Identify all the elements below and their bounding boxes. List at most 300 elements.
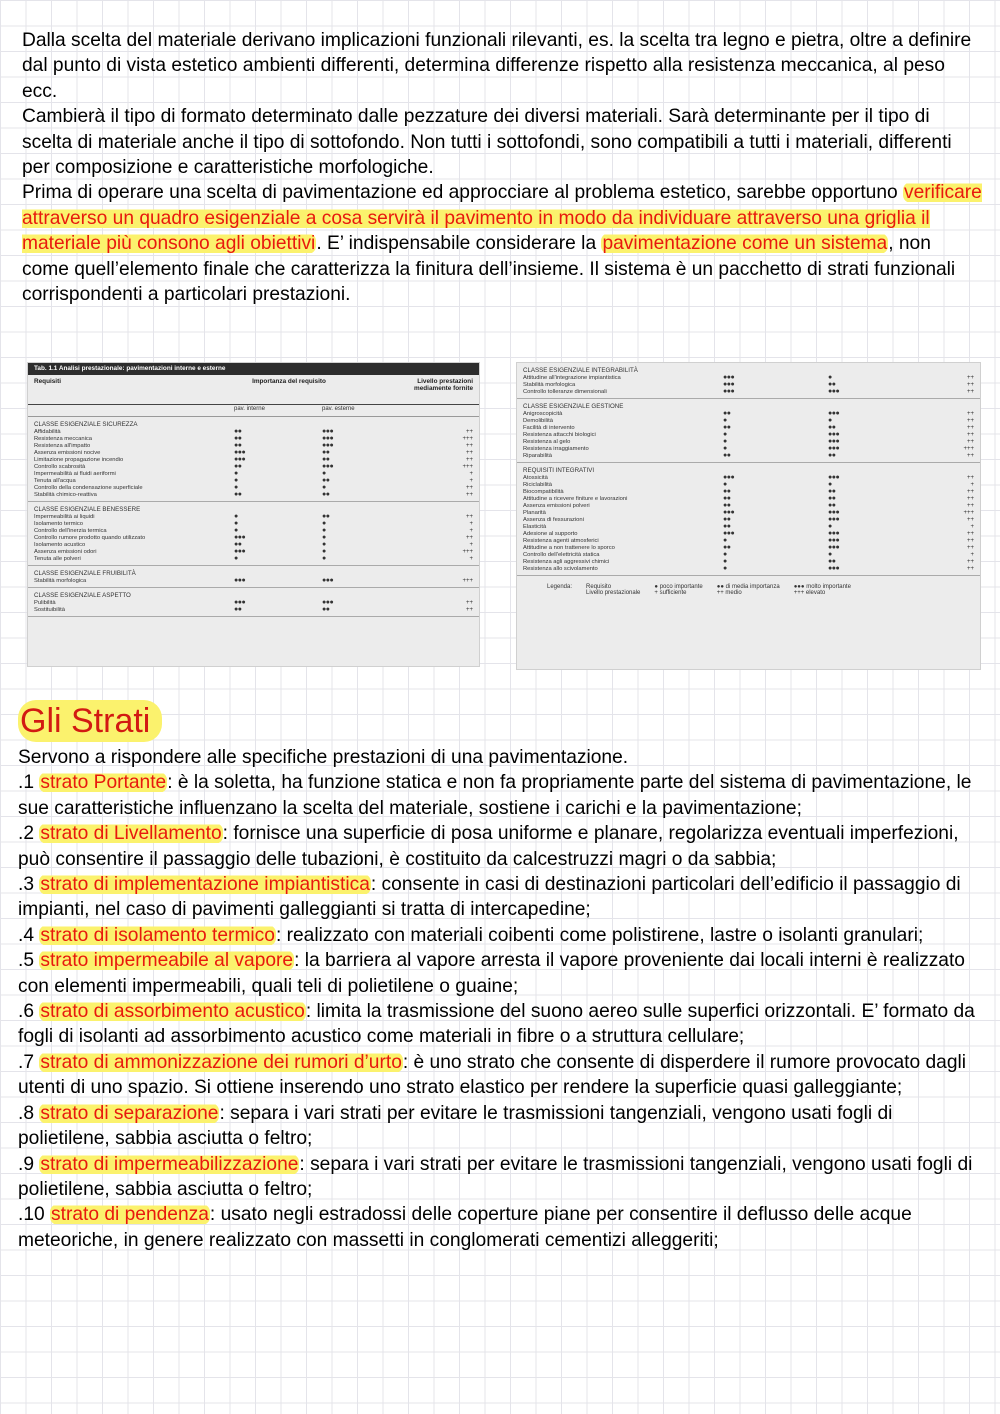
cell-c: +	[970, 482, 974, 488]
cell-b: ●●●	[828, 474, 840, 481]
cell-a: ●●	[723, 410, 731, 417]
cell-b: ●●●	[828, 537, 840, 544]
cell-label: Stabilità chimico-reattiva	[34, 492, 97, 498]
cell-c: ++	[966, 425, 974, 431]
strato-name-highlight: strato di pendenza	[51, 1204, 209, 1226]
cell-label: Resistenza all'impatto	[34, 443, 91, 449]
legend-l2b: ++ medio	[716, 590, 742, 596]
cell-c: ++	[966, 517, 974, 523]
highlight-quadro-esigenziale: verificare attraverso un quadro esigenziale a cosa servirà il pavimento in modo da individuare attraverso una griglia il materiale più consono agli obiettivi	[22, 182, 982, 255]
legend-l3b: +++ elevato	[793, 590, 826, 596]
cell-c: ++	[465, 535, 473, 541]
cell-a: ●	[234, 520, 238, 527]
cell-label: Attitudine a ricevere finiture e lavorazioni	[523, 496, 628, 502]
cell-b: ●	[828, 551, 832, 558]
table-group	[28, 417, 479, 502]
cell-label: Stabilità morfologica	[523, 382, 576, 388]
intro-paragraph-3	[22, 180, 982, 307]
table-row	[34, 535, 473, 542]
cell-label: Sostituibilità	[34, 607, 65, 613]
cell-c: +	[469, 556, 473, 562]
strato-description: : separa i vari strati per evitare le trasmissioni tangenziali, vengono usati fogli di polietilene, sabbia asciutta o feltro;	[18, 1102, 893, 1150]
cell-a: ●	[234, 484, 238, 491]
cell-b: ●	[322, 555, 326, 562]
cell-label: Biocompatibilità	[523, 489, 564, 495]
table-row	[523, 524, 974, 531]
cell-label: Controllo rumore prodotto quando utilizzato	[34, 535, 146, 541]
table-right-groups	[517, 363, 980, 576]
table-row	[34, 514, 473, 521]
cell-b: ●●	[828, 502, 836, 509]
cell-c: ++	[465, 429, 473, 435]
strato-item	[18, 821, 980, 872]
cell-label: Riparabilità	[523, 453, 552, 459]
cell-a: ●●●	[723, 374, 735, 381]
strato-number: .4	[18, 924, 40, 946]
group-title: CLASSE ESIGENZIALE ASPETTO	[34, 592, 131, 599]
strato-number: .9	[18, 1153, 40, 1175]
cell-c: ++	[966, 538, 974, 544]
table-row	[523, 538, 974, 545]
cell-c: +++	[462, 464, 473, 470]
strato-description: : è la soletta, ha funzione statica e non fa propriamente parte del sistema di pavimentazione, le sue caratteristiche influenzano la scelta del materiale, sostiene i carichi e la pavimentazione;	[18, 772, 972, 819]
table-group	[517, 399, 980, 463]
table-row	[523, 475, 974, 482]
table-group	[28, 588, 479, 617]
cell-a: ●●●	[723, 509, 735, 516]
table-row	[523, 382, 974, 389]
strati-list	[18, 770, 980, 1253]
table-group	[28, 566, 479, 588]
strato-item	[18, 948, 980, 999]
cell-c: ++	[966, 475, 974, 481]
strato-number: .10	[18, 1204, 51, 1226]
cell-a: ●●●	[723, 474, 735, 481]
strato-description: : è uno strato che consente di disperdere il rumore provocato dagli utenti di uno spazio. Si ottiene inserendo uno strato elastico per rendere la superficie quasi galleggiante;	[18, 1051, 967, 1099]
cell-b: ●	[828, 417, 832, 424]
table-row	[34, 429, 473, 436]
cell-label: Attitudine a non trattenere lo sporco	[523, 545, 615, 551]
strato-name-highlight: strato di impermeabilizzazione	[40, 1153, 299, 1175]
highlight-pavimentazione-sistema: pavimentazione come un sistema	[602, 233, 888, 255]
cell-a: ●●	[234, 491, 242, 498]
cell-c: +++	[963, 446, 974, 452]
cell-c: ++	[465, 492, 473, 498]
strato-description: : la barriera al vapore arresta il vapore proveniente dai locali interni è realizzato con elementi impermeabili, quali teli di polietilene o guaine;	[18, 950, 965, 997]
cell-a: ●●	[234, 606, 242, 613]
table-row	[523, 375, 974, 382]
cell-c: ++	[465, 457, 473, 463]
cell-label: Resistenza meccanica	[34, 436, 92, 442]
cell-b: ●●●	[322, 442, 334, 449]
cell-a: ●●	[234, 428, 242, 435]
cell-c: ++	[966, 503, 974, 509]
intro-text	[22, 28, 982, 307]
cell-label: Assenza di fessurazioni	[523, 517, 584, 523]
strato-description: : limita la trasmissione del suono aereo sulle superfici orizzontali. E’ formato da fogli di isolanti ad assorbimento acustico come materiali in fibre o a struttura cellulare;	[18, 1001, 975, 1048]
strato-number: .7	[18, 1051, 40, 1073]
cell-c: ++	[465, 514, 473, 520]
cell-b: ●	[828, 523, 832, 530]
group-title: CLASSE ESIGENZIALE FRUIBILITÀ	[34, 570, 136, 577]
table-row	[34, 521, 473, 528]
cell-a: ●●	[234, 463, 242, 470]
table-row	[34, 528, 473, 535]
cell-label: Attitudine all'integrazione impiantistica	[523, 375, 621, 381]
table-caption: Tab. 1.1 Analisi prestazionale: pavimentazioni interne e esterne	[28, 363, 479, 375]
cell-label: Tenuta alle polveri	[34, 556, 81, 562]
strato-item	[18, 1152, 980, 1203]
cell-c: +	[469, 542, 473, 548]
table-row	[523, 446, 974, 453]
cell-a: ●	[234, 555, 238, 562]
table-row	[34, 542, 473, 549]
cell-b: ●●●	[322, 577, 334, 584]
cell-b: ●●	[322, 449, 330, 456]
cell-b: ●	[322, 527, 326, 534]
table-row	[34, 600, 473, 607]
strato-number: .5	[18, 950, 40, 972]
cell-b: ●	[322, 548, 326, 555]
header-importanza: Importanza del requisito	[252, 378, 326, 385]
table-row	[34, 464, 473, 471]
cell-label: Resistenza attacchi biologici	[523, 432, 596, 438]
header-requisiti: Requisiti	[34, 378, 61, 385]
strato-number: .3	[18, 874, 40, 896]
cell-c: ++	[966, 566, 974, 572]
cell-b: ●●	[828, 381, 836, 388]
strato-item	[18, 872, 980, 923]
legend-l3a: ●●● molto importante	[793, 584, 851, 590]
cell-c: +	[469, 471, 473, 477]
cell-a: ●●	[723, 516, 731, 523]
cell-a: ●●●	[234, 534, 246, 541]
cell-b: ●	[322, 541, 326, 548]
strato-name-highlight: strato di assorbimento acustico	[40, 1001, 305, 1023]
cell-label: Atossicità	[523, 475, 548, 481]
cell-a: ●	[234, 513, 238, 520]
cell-b: ●●●	[322, 463, 334, 470]
tables-area	[22, 362, 982, 670]
cell-a: ●●	[234, 435, 242, 442]
table-header	[28, 375, 479, 405]
cell-c: +	[970, 524, 974, 530]
cell-c: ++	[465, 450, 473, 456]
cell-a: ●	[723, 445, 727, 452]
cell-c: ++	[966, 432, 974, 438]
cell-b: ●	[322, 484, 326, 491]
cell-label: Assenza emissioni polveri	[523, 503, 590, 509]
cell-c: ++	[966, 439, 974, 445]
strato-number: .2	[18, 823, 40, 845]
cell-label: Controllo tolleranze dimensionali	[523, 389, 607, 395]
table-row	[523, 510, 974, 517]
cell-b: ●●	[322, 513, 330, 520]
group-title: CLASSE ESIGENZIALE GESTIONE	[523, 403, 624, 410]
strato-name-highlight: strato di Livellamento	[40, 823, 222, 845]
strato-name-highlight: strato di ammonizzazione dei rumori d’urto	[40, 1051, 402, 1073]
cell-b: ●●	[322, 491, 330, 498]
cell-label: Resistenza allo scivolamento	[523, 566, 598, 572]
cell-a: ●●●	[234, 548, 246, 555]
cell-c: +	[469, 478, 473, 484]
strati-lead: Servono a rispondere alle specifiche prestazioni di una pavimentazione.	[18, 747, 629, 768]
intro-paragraph-2: Cambierà il tipo di formato determinato dalle pezzature dei diversi materiali. Sarà determinante per il tipo di scelta di materiale anche il tipo di sottofondo. Non tutti i sottofondi, sono compatibili a tutti i materiali, differenti per composizione e caratteristiche morfologiche.	[22, 106, 952, 179]
cell-a: ●	[723, 537, 727, 544]
cell-b: ●	[322, 470, 326, 477]
cell-c: ++	[966, 489, 974, 495]
subheader-interne: pav. interne	[234, 406, 265, 412]
cell-c: +	[469, 521, 473, 527]
intro-paragraph-1: Dalla scelta del materiale derivano implicazioni funzionali rilevanti, es. la scelta tra legno e pietra, oltre a definire dal punto di vista estetico ambienti differenti, determina differenze rispetto alla resistenza meccanica, al peso ecc.	[22, 30, 972, 102]
table-row	[523, 496, 974, 503]
table-row	[523, 432, 974, 439]
cell-c: ++	[966, 418, 974, 424]
cell-c: ++	[966, 411, 974, 417]
cell-c: ++	[966, 389, 974, 395]
cell-b: ●	[322, 520, 326, 527]
cell-b: ●●●	[828, 544, 840, 551]
table-right-image	[516, 362, 981, 670]
legend-liv: Livello prestazionale	[586, 590, 641, 596]
cell-a: ●●	[723, 502, 731, 509]
cell-label: Planarità	[523, 510, 546, 516]
cell-b: ●●●	[828, 431, 840, 438]
cell-a: ●●●	[234, 599, 246, 606]
cell-label: Isolamento termico	[34, 521, 83, 527]
table-row	[523, 559, 974, 566]
cell-c: ++	[465, 485, 473, 491]
cell-c: ++	[966, 382, 974, 388]
intro-p3-text-b: . E’ indispensabile considerare la	[316, 233, 602, 255]
cell-c: +++	[963, 510, 974, 516]
strato-item	[18, 1101, 980, 1152]
cell-b: ●●	[828, 452, 836, 459]
cell-label: Controllo scabrosità	[34, 464, 86, 470]
cell-label: Demolibilità	[523, 418, 553, 424]
strato-name-highlight: strato di isolamento termico	[40, 924, 275, 946]
cell-label: Elasticità	[523, 524, 547, 530]
cell-b: ●●●	[828, 530, 840, 537]
cell-label: Controllo della condensazione superficiale	[34, 485, 143, 491]
group-title: CLASSE ESIGENZIALE BENESSERE	[34, 506, 141, 513]
cell-b: ●●●	[828, 516, 840, 523]
table-row	[523, 439, 974, 446]
table-row	[523, 545, 974, 552]
table-row	[523, 482, 974, 489]
cell-label: Limitazione propagazione incendio	[34, 457, 124, 463]
table-group	[517, 463, 980, 576]
cell-a: ●●●	[234, 456, 246, 463]
cell-b: ●●	[828, 488, 836, 495]
cell-a: ●●●	[234, 577, 246, 584]
table-row	[34, 578, 473, 585]
legend-l1b: + sufficiente	[654, 590, 687, 596]
table-row	[34, 492, 473, 499]
cell-a: ●	[723, 481, 727, 488]
strato-item	[18, 999, 980, 1050]
header-livello: Livello prestazioni mediamente fornite	[414, 378, 473, 392]
table-row	[34, 549, 473, 556]
cell-label: Controllo dell'inerzia termica	[34, 528, 107, 534]
cell-a: ●	[723, 438, 727, 445]
cell-b: ●●●	[828, 438, 840, 445]
cell-c: ++	[966, 545, 974, 551]
intro-p3-text-a: Prima di operare una scelta di pavimentazione ed approcciare al problema estetico, sarebbe opportuno	[22, 182, 904, 204]
strato-name-highlight: strato di implementazione impiantistica	[40, 874, 370, 896]
cell-c: ++	[966, 531, 974, 537]
cell-c: +++	[462, 549, 473, 555]
cell-label: Riciclabilità	[523, 482, 552, 488]
cell-b: ●●	[322, 606, 330, 613]
table-row	[523, 411, 974, 418]
cell-c: ++	[465, 443, 473, 449]
cell-b: ●	[322, 534, 326, 541]
cell-b: ●●●	[828, 565, 840, 572]
cell-a: ●●	[723, 523, 731, 530]
table-group	[28, 502, 479, 566]
group-title: CLASSE ESIGENZIALE SICUREZZA	[34, 421, 138, 428]
table-row	[523, 566, 974, 573]
cell-b: ●●●	[322, 599, 334, 606]
intro-p3-text-c: , non come quell’elemento finale che caratterizza la finitura dell’insieme. Il sistema è un pacchetto di strati funzionali corrispondenti a particolari prestazioni.	[22, 233, 956, 306]
legend-l1a: ● poco importante	[654, 584, 703, 590]
table-row	[523, 389, 974, 396]
cell-b: ●●	[828, 424, 836, 431]
strato-number: .1	[18, 772, 40, 794]
cell-c: ++	[966, 496, 974, 502]
cell-label: Assenza emissioni odori	[34, 549, 97, 555]
cell-label: Impermeabilità ai liquidi	[34, 514, 95, 520]
cell-label: Stabilità morfologica	[34, 578, 87, 584]
cell-b: ●●●	[828, 410, 840, 417]
cell-a: ●●●	[723, 388, 735, 395]
cell-label: Isolamento acustico	[34, 542, 86, 548]
table-subheader	[28, 405, 479, 417]
table-row	[34, 556, 473, 563]
table-row	[523, 425, 974, 432]
cell-b: ●●●	[322, 435, 334, 442]
cell-c: +	[970, 552, 974, 558]
cell-a: ●●●	[723, 530, 735, 537]
cell-label: Impermeabilità ai fluidi aeriformi	[34, 471, 116, 477]
cell-label: Controllo dell'elettricità statica	[523, 552, 600, 558]
cell-a: ●●	[723, 424, 731, 431]
strato-name-highlight: strato di separazione	[40, 1102, 219, 1124]
group-title: CLASSE ESIGENZIALE INTEGRABILITÀ	[523, 367, 638, 374]
cell-c: ++	[465, 600, 473, 606]
cell-a: ●●	[723, 544, 731, 551]
table-row	[34, 478, 473, 485]
cell-a: ●	[234, 477, 238, 484]
cell-a: ●●●	[723, 381, 735, 388]
strato-name-highlight: strato impermeabile al vapore	[40, 950, 294, 972]
cell-label: Resistenza agenti atmosferici	[523, 538, 599, 544]
cell-c: ++	[966, 453, 974, 459]
table-row	[34, 443, 473, 450]
cell-b: ●●	[322, 477, 330, 484]
table-row	[34, 471, 473, 478]
cell-a: ●●	[723, 488, 731, 495]
cell-b: ●	[828, 374, 832, 381]
cell-b: ●●	[322, 456, 330, 463]
table-row	[523, 552, 974, 559]
strato-description: : realizzato con materiali coibenti come polistirene, lastre o isolanti granulari;	[275, 924, 924, 946]
cell-label: Resistenza al gelo	[523, 439, 571, 445]
strato-description: : consente in casi di destinazioni particolari dell’edificio il passaggio di impianti, nel caso di pavimenti galleggianti si tratta di intercapedine;	[18, 874, 961, 921]
table-row	[523, 489, 974, 496]
cell-label: Assenza emissioni nocive	[34, 450, 101, 456]
table-row	[34, 436, 473, 443]
table-row	[34, 607, 473, 614]
strato-description: : usato negli estradossi delle coperture piane per consentire il deflusso delle acque meteoriche, in genere realizzato con massetti in conglomerati cementizi alleggeriti;	[18, 1204, 912, 1251]
legend-l2a: ●● di media importanza	[716, 584, 780, 590]
cell-c: ++	[966, 559, 974, 565]
cell-c: ++	[966, 375, 974, 381]
table-row	[523, 517, 974, 524]
strato-description: : separa i vari strati per evitare le trasmissioni tangenziali, vengono usati fogli di polietilene, sabbia asciutta o feltro;	[18, 1153, 973, 1200]
cell-b: ●●	[828, 495, 836, 502]
cell-b: ●●●	[828, 388, 840, 395]
cell-a: ●●	[234, 541, 242, 548]
cell-label: Tenuta all'acqua	[34, 478, 76, 484]
cell-label: Facilità di intervento	[523, 425, 575, 431]
strato-name-highlight: strato Portante	[40, 772, 167, 794]
table-left-image	[27, 362, 480, 667]
table-group	[517, 363, 980, 399]
cell-a: ●●●	[234, 449, 246, 456]
table-row	[34, 450, 473, 457]
cell-c: +++	[462, 436, 473, 442]
cell-label: Pulibilità	[34, 600, 56, 606]
cell-label: Anigroscopicità	[523, 411, 563, 417]
subheader-esterne: pav. esterne	[322, 406, 355, 412]
cell-c: +	[469, 528, 473, 534]
cell-a: ●●	[723, 452, 731, 459]
strato-item	[18, 770, 980, 821]
cell-a: ●●	[234, 442, 242, 449]
cell-a: ●	[234, 527, 238, 534]
cell-label: Affidabilità	[34, 429, 61, 435]
cell-a: ●	[723, 431, 727, 438]
cell-a: ●	[723, 565, 727, 572]
cell-a: ●	[723, 558, 727, 565]
cell-label: Resistenza agli aggressivi chimici	[523, 559, 610, 565]
cell-b: ●●●	[828, 445, 840, 452]
section-title: Gli Strati	[18, 700, 162, 742]
legend-title: Legenda:	[547, 584, 573, 590]
cell-b: ●●●	[322, 428, 334, 435]
table-row	[523, 531, 974, 538]
cell-a: ●	[723, 551, 727, 558]
strato-number: .8	[18, 1102, 40, 1124]
strato-item	[18, 1050, 980, 1101]
strati-text	[18, 745, 980, 1253]
cell-a: ●	[234, 470, 238, 477]
strato-item	[18, 923, 980, 948]
cell-a: ●	[723, 417, 727, 424]
group-title: REQUISITI INTEGRATIVI	[523, 467, 595, 474]
cell-label: Resistenza irraggiamento	[523, 446, 589, 452]
legend-req: Requisito	[586, 584, 612, 590]
cell-a: ●●	[723, 495, 731, 502]
table-row	[523, 418, 974, 425]
cell-c: +++	[462, 578, 473, 584]
cell-b: ●	[828, 481, 832, 488]
table-row	[523, 503, 974, 510]
table-row	[34, 485, 473, 492]
strato-item	[18, 1202, 980, 1253]
